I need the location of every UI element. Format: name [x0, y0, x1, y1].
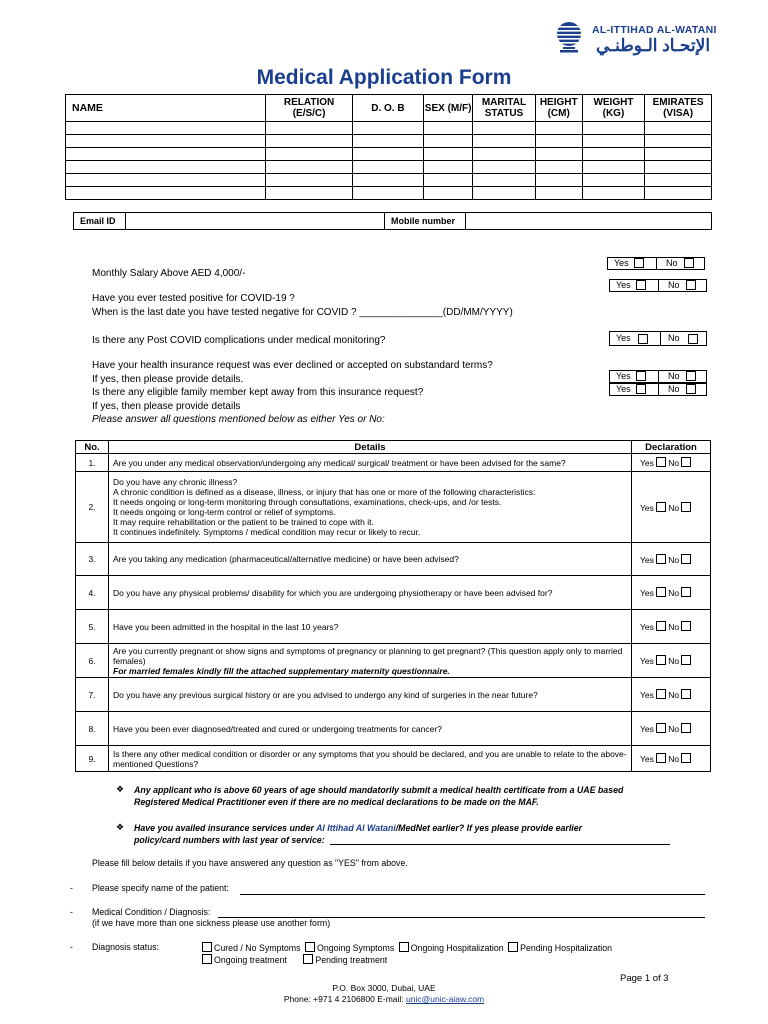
- cell-input[interactable]: [424, 122, 473, 135]
- detail-line: Have you been admitted in the hospital in the last 10 years?: [113, 621, 339, 632]
- page-title: Medical Application Form: [256, 66, 512, 89]
- status-checkbox[interactable]: [399, 942, 409, 952]
- yes-label: Yes: [640, 554, 654, 565]
- no-label: No: [668, 554, 680, 565]
- detail-line-bold: For married females kindly fill the attached supplementary maternity questionnaire.: [113, 665, 450, 676]
- logo-english-text: AL-ITTIHAD AL-WATANI: [592, 24, 717, 36]
- row-details: [109, 644, 632, 678]
- yes-no-box-salary: [607, 257, 705, 270]
- no-label: No: [668, 656, 680, 666]
- row-declaration: [632, 610, 711, 644]
- header-no: No.: [76, 441, 109, 454]
- cell-input[interactable]: [352, 187, 423, 200]
- no-checkbox[interactable]: [688, 334, 698, 344]
- yes-label: Yes: [640, 656, 654, 666]
- patient-name-label: Please specify name of the patient:: [92, 883, 229, 893]
- yes-label: Yes: [640, 458, 654, 468]
- header-details: Details: [109, 441, 632, 454]
- row-declaration: [632, 678, 711, 712]
- page-number: Page 1 of 3: [620, 973, 669, 984]
- no-checkbox[interactable]: [681, 655, 691, 665]
- yes-checkbox[interactable]: [656, 655, 666, 665]
- note-line: Have you availed insurance services under: [134, 823, 317, 833]
- condition-note: (if we have more than one sickness please use another form): [92, 918, 331, 928]
- row-details: [109, 610, 632, 644]
- table-row: [66, 187, 712, 200]
- yes-label: Yes: [640, 754, 654, 764]
- detail-line: Do you have any physical problems/ disability for which you are undergoing physiotherapy or have been advised for?: [113, 587, 553, 598]
- yes-no-box-covid: [609, 279, 707, 292]
- cell-input[interactable]: [266, 187, 352, 200]
- yes-checkbox[interactable]: [638, 334, 648, 344]
- note-line: Any applicant who is above 60 years of age should mandatorily submit a medical health certificate from a UAE based: [134, 785, 624, 795]
- cell-input[interactable]: [266, 148, 352, 161]
- status-option: Cured / No Symptoms: [214, 943, 301, 953]
- company-logo: [552, 18, 732, 58]
- family-details: If yes, then please provide details: [92, 401, 241, 412]
- table-row: [76, 746, 711, 772]
- row-number: 7.: [76, 678, 109, 712]
- table-row: [66, 122, 712, 135]
- yes-label: Yes: [616, 384, 631, 394]
- no-checkbox[interactable]: [686, 371, 696, 381]
- status-checkbox[interactable]: [202, 942, 212, 952]
- detail-line: It needs ongoing or long-term monitoring through consultations, examinations, check-ups, and /or tests.: [113, 497, 502, 507]
- row-number: 2.: [76, 472, 109, 543]
- dash-bullet: -: [70, 883, 73, 893]
- no-label: No: [668, 371, 680, 381]
- yes-no-box-declined: [609, 370, 707, 383]
- detail-line: A chronic condition is defined as a disease, illness, or injury that has one or more of the following characteristics:: [113, 487, 536, 497]
- yes-label: Yes: [640, 502, 654, 513]
- cell-input[interactable]: [66, 135, 266, 148]
- row-declaration: [632, 644, 711, 678]
- divider: [658, 370, 659, 383]
- yes-checkbox[interactable]: [636, 384, 646, 394]
- yes-checkbox[interactable]: [656, 689, 666, 699]
- bullet-diamond-icon: ❖: [116, 784, 125, 794]
- no-label: No: [668, 458, 680, 468]
- detail-line: Are you taking any medication (pharmaceutical/alternative medicine) or have been advised?: [113, 554, 459, 564]
- note-previous-policy: [134, 822, 582, 846]
- post-covid-question: Is there any Post COVID complications under medical monitoring?: [92, 335, 386, 346]
- row-number: 5.: [76, 610, 109, 644]
- no-label: No: [668, 384, 680, 394]
- note-line: /MedNet earlier? If yes please provide earlier: [395, 823, 583, 833]
- yes-label: Yes: [640, 588, 654, 598]
- no-checkbox[interactable]: [684, 258, 694, 268]
- row-number: 4.: [76, 576, 109, 610]
- no-checkbox[interactable]: [681, 554, 691, 564]
- cell-input[interactable]: [473, 122, 535, 135]
- yes-no-box-post-covid: [609, 331, 707, 346]
- status-option: Ongoing treatment: [214, 955, 287, 965]
- cell-input[interactable]: [473, 161, 535, 174]
- detail-line: It continues indefinitely. Symptoms / medical condition may recur or likely to recur.: [113, 527, 421, 537]
- table-row: [66, 174, 712, 187]
- detail-line: Are you currently pregnant or show signs and symptoms of pregnancy or planning to get pregnant? (This question apply only to married females): [113, 645, 623, 666]
- no-checkbox[interactable]: [681, 621, 691, 631]
- row-details: [109, 576, 632, 610]
- no-checkbox[interactable]: [686, 280, 696, 290]
- diagnosis-status-row2: [202, 954, 387, 965]
- yes-label: Yes: [616, 371, 631, 381]
- cell-input[interactable]: [582, 187, 644, 200]
- footer-email-link[interactable]: unic@unic-aiaw.com: [406, 994, 485, 1004]
- divider: [658, 279, 659, 292]
- footer-phone: Phone: +971 4 2106800 E-mail:: [283, 994, 407, 1004]
- cell-input[interactable]: [535, 187, 582, 200]
- no-checkbox[interactable]: [681, 689, 691, 699]
- status-checkbox[interactable]: [305, 942, 315, 952]
- declined-question: Have your health insurance request was ever declined or accepted on substandard terms?: [92, 360, 493, 371]
- cell-input[interactable]: [352, 174, 423, 187]
- yes-checkbox[interactable]: [656, 587, 666, 597]
- yes-label: Yes: [640, 724, 654, 734]
- row-details: [109, 543, 632, 576]
- mobile-field[interactable]: [466, 213, 712, 230]
- no-label: No: [668, 754, 680, 764]
- row-number: 1.: [76, 454, 109, 472]
- condition-label: Medical Condition / Diagnosis:: [92, 907, 211, 917]
- status-option: Ongoing Hospitalization: [410, 943, 504, 953]
- table-row: [76, 472, 711, 543]
- row-number: 8.: [76, 712, 109, 746]
- cell-input[interactable]: [473, 187, 535, 200]
- yes-checkbox[interactable]: [656, 554, 666, 564]
- cell-input[interactable]: [424, 135, 473, 148]
- row-declaration: [632, 472, 711, 543]
- cell-input[interactable]: [645, 135, 712, 148]
- header-name: NAME: [66, 95, 266, 122]
- cell-input[interactable]: [535, 135, 582, 148]
- members-table: [65, 94, 712, 200]
- row-declaration: [632, 712, 711, 746]
- detail-line: Do you have any chronic illness?: [113, 477, 238, 487]
- row-declaration: [632, 454, 711, 472]
- table-row: [76, 678, 711, 712]
- divider: [658, 383, 659, 396]
- cell-input[interactable]: [266, 122, 352, 135]
- header-sex: SEX (M/F): [424, 95, 473, 122]
- status-option: Pending Hospitalization: [520, 943, 613, 953]
- family-question: Is there any eligible family member kept away from this insurance request?: [92, 387, 424, 398]
- divider: [660, 331, 661, 346]
- detail-line: It may require rehabilitation or the patient to be trained to cope with it.: [113, 517, 374, 527]
- no-label: No: [668, 724, 680, 734]
- status-checkbox[interactable]: [303, 954, 313, 964]
- status-option: Pending treatment: [315, 955, 388, 965]
- policy-number-field[interactable]: [330, 844, 670, 845]
- table-row: [66, 135, 712, 148]
- footer: [0, 983, 768, 1005]
- header-height: HEIGHT (CM): [535, 95, 582, 122]
- no-checkbox[interactable]: [681, 753, 691, 763]
- yes-label: Yes: [614, 258, 629, 268]
- row-declaration: [632, 746, 711, 772]
- globe-logo-icon: [552, 20, 586, 54]
- patient-name-field[interactable]: [240, 894, 705, 895]
- email-field[interactable]: [126, 213, 385, 230]
- row-details: [109, 678, 632, 712]
- no-label: No: [668, 502, 680, 513]
- diagnosis-status-label: Diagnosis status:: [92, 942, 159, 952]
- salary-question: Monthly Salary Above AED 4,000/-: [92, 268, 246, 279]
- cell-input[interactable]: [582, 122, 644, 135]
- detail-line: Is there any other medical condition or disorder or any symptoms that you should be declared, and you are unable to relate to the above-mentioned Questions?: [113, 748, 627, 769]
- no-checkbox[interactable]: [681, 502, 691, 512]
- yes-checkbox[interactable]: [656, 621, 666, 631]
- cell-input[interactable]: [352, 135, 423, 148]
- cell-input[interactable]: [582, 148, 644, 161]
- table-row: [66, 161, 712, 174]
- yes-label: Yes: [616, 280, 631, 290]
- no-checkbox[interactable]: [686, 384, 696, 394]
- header-marital: MARITAL STATUS: [473, 95, 535, 122]
- brand-name: Al Ittihad Al Watani: [316, 823, 396, 833]
- no-label: No: [668, 333, 680, 343]
- instruction-text: Please answer all questions mentioned below as either Yes or No:: [92, 414, 385, 425]
- cell-input[interactable]: [66, 187, 266, 200]
- cell-input[interactable]: [535, 174, 582, 187]
- cell-input[interactable]: [266, 161, 352, 174]
- cell-input[interactable]: [473, 148, 535, 161]
- details-intro: Please fill below details if you have answered any question as "YES" from above.: [92, 858, 408, 868]
- yes-no-box-family: [609, 383, 707, 396]
- cell-input[interactable]: [66, 122, 266, 135]
- cell-input[interactable]: [66, 174, 266, 187]
- table-row: [76, 543, 711, 576]
- cell-input[interactable]: [424, 161, 473, 174]
- no-label: No: [668, 588, 680, 598]
- yes-checkbox[interactable]: [636, 280, 646, 290]
- dash-bullet: -: [70, 907, 73, 917]
- detail-line: Do you have any previous surgical history or are you advised to undergo any kind of surgeries in the near future?: [113, 689, 538, 700]
- no-checkbox[interactable]: [681, 587, 691, 597]
- row-number: 6.: [76, 644, 109, 678]
- yes-checkbox[interactable]: [656, 723, 666, 733]
- no-label: No: [668, 690, 680, 700]
- status-checkbox[interactable]: [508, 942, 518, 952]
- cell-input[interactable]: [473, 135, 535, 148]
- no-checkbox[interactable]: [681, 723, 691, 733]
- cell-input[interactable]: [645, 122, 712, 135]
- table-row: [76, 576, 711, 610]
- cell-input[interactable]: [266, 174, 352, 187]
- row-details: [109, 712, 632, 746]
- cell-input[interactable]: [424, 148, 473, 161]
- row-number: 9.: [76, 746, 109, 772]
- cell-input[interactable]: [266, 135, 352, 148]
- no-label: No: [668, 622, 680, 632]
- cell-input[interactable]: [352, 161, 423, 174]
- row-details: [109, 472, 632, 543]
- declined-details: If yes, then please provide details.: [92, 374, 244, 385]
- no-label: No: [666, 258, 678, 268]
- table-row: [76, 712, 711, 746]
- yes-label: Yes: [640, 690, 654, 700]
- cell-input[interactable]: [424, 174, 473, 187]
- header-relation: RELATION (E/S/C): [266, 95, 352, 122]
- divider: [656, 257, 657, 270]
- status-option: Ongoing Symptoms: [316, 943, 395, 953]
- dash-bullet: -: [70, 942, 73, 952]
- detail-line: Have you been ever diagnosed/treated and cured or undergoing treatments for cancer?: [113, 723, 442, 734]
- cell-input[interactable]: [352, 122, 423, 135]
- yes-checkbox[interactable]: [634, 258, 644, 268]
- bullet-diamond-icon: ❖: [116, 822, 125, 832]
- table-row: [66, 148, 712, 161]
- cell-input[interactable]: [645, 161, 712, 174]
- logo-arabic-text: الإتحـاد الـوطنـي: [596, 36, 711, 55]
- cell-input[interactable]: [473, 174, 535, 187]
- cell-input[interactable]: [535, 122, 582, 135]
- covid-negative-question: When is the last date you have tested negative for COVID ? _______________(DD/MM/YYYY): [92, 307, 513, 318]
- yes-checkbox[interactable]: [656, 502, 666, 512]
- yes-checkbox[interactable]: [656, 457, 666, 467]
- yes-label: Yes: [616, 333, 631, 343]
- no-checkbox[interactable]: [681, 457, 691, 467]
- row-declaration: [632, 543, 711, 576]
- table-row: [76, 610, 711, 644]
- footer-address: P.O. Box 3000, Dubai, UAE: [332, 983, 436, 993]
- status-checkbox[interactable]: [202, 954, 212, 964]
- row-details: [109, 746, 632, 772]
- note-line: Registered Medical Practitioner even if there are no medical declarations to be made on the MAF.: [134, 797, 539, 807]
- cell-input[interactable]: [582, 161, 644, 174]
- yes-checkbox[interactable]: [636, 371, 646, 381]
- cell-input[interactable]: [535, 148, 582, 161]
- declaration-table: [75, 440, 711, 772]
- table-row: [76, 644, 711, 678]
- yes-checkbox[interactable]: [656, 753, 666, 763]
- row-number: 3.: [76, 543, 109, 576]
- yes-label: Yes: [640, 622, 654, 632]
- header-declaration: Declaration: [632, 441, 711, 454]
- header-weight: WEIGHT (KG): [582, 95, 644, 122]
- cell-input[interactable]: [582, 174, 644, 187]
- cell-input[interactable]: [66, 148, 266, 161]
- cell-input[interactable]: [424, 187, 473, 200]
- detail-line: It needs ongoing or long-term control or relief of symptoms.: [113, 507, 336, 517]
- diagnosis-status-row1: [202, 942, 612, 953]
- no-label: No: [668, 280, 680, 290]
- cell-input[interactable]: [645, 174, 712, 187]
- note-age-60: [134, 784, 623, 808]
- detail-line: Are you under any medical observation/undergoing any medical/ surgical/ treatment or have been advised for the same?: [113, 457, 566, 468]
- cell-input[interactable]: [645, 148, 712, 161]
- header-dob: D. O. B: [352, 95, 423, 122]
- contact-table: [73, 212, 712, 230]
- cell-input[interactable]: [535, 161, 582, 174]
- header-emirates: EMIRATES (VISA): [645, 95, 712, 122]
- note-line: policy/card numbers with last year of service:: [134, 835, 325, 845]
- table-row: [76, 454, 711, 472]
- cell-input[interactable]: [352, 148, 423, 161]
- cell-input[interactable]: [582, 135, 644, 148]
- cell-input[interactable]: [645, 187, 712, 200]
- row-details: [109, 454, 632, 472]
- covid-positive-question: Have you ever tested positive for COVID-19 ?: [92, 293, 295, 304]
- row-declaration: [632, 576, 711, 610]
- cell-input[interactable]: [66, 161, 266, 174]
- email-label: Email ID: [74, 213, 126, 230]
- mobile-label: Mobile number: [385, 213, 466, 230]
